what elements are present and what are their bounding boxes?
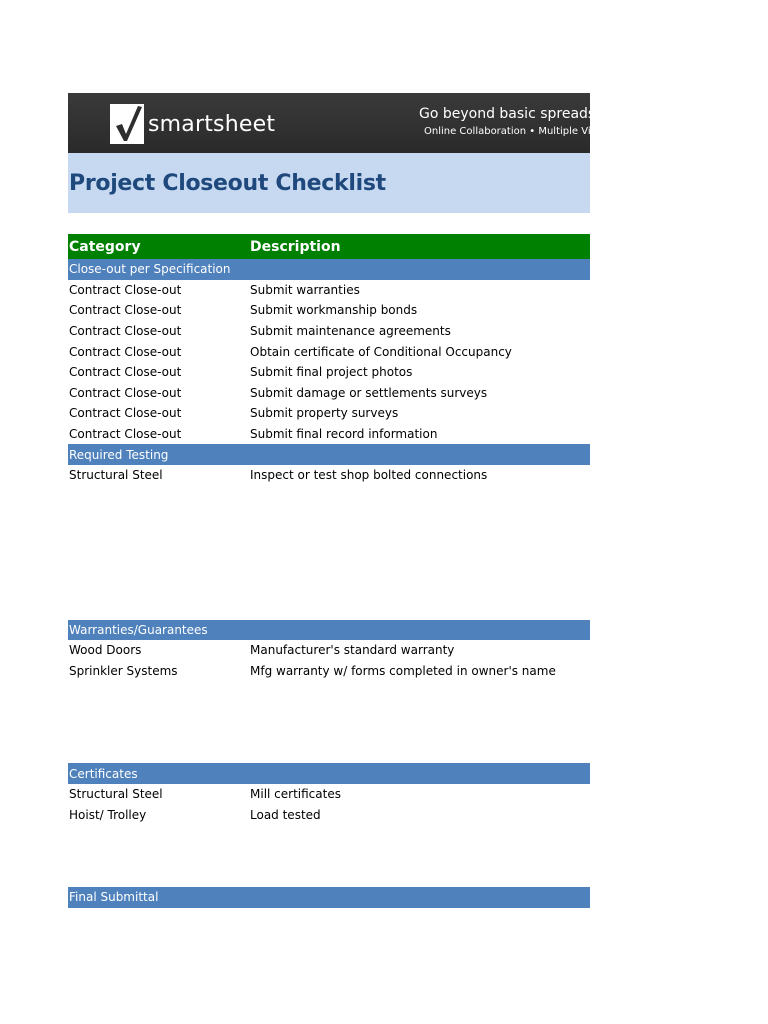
category-cell: Contract Close-out [69, 303, 182, 318]
logo-text-bold: sheet [213, 111, 276, 137]
description-cell: Submit property surveys [250, 406, 399, 421]
description-cell: Manufacturer's standard warranty [250, 643, 455, 658]
section-row: Warranties/Guarantees [68, 620, 590, 641]
category-cell: Sprinkler Systems [69, 664, 178, 679]
spreadsheet [68, 93, 635, 908]
table-row[interactable] [68, 424, 590, 445]
section-row: Close-out per Specification [68, 259, 590, 280]
column-header-row [68, 234, 590, 259]
column-header-category: Category [69, 238, 141, 255]
title-band [68, 153, 590, 213]
table-row[interactable] [68, 300, 590, 321]
description-cell: Submit final record information [250, 427, 438, 442]
table-row[interactable] [68, 661, 590, 682]
blank-rows [68, 825, 590, 887]
table-row[interactable] [68, 403, 590, 424]
category-cell: Contract Close-out [69, 324, 182, 339]
table-row[interactable] [68, 640, 590, 661]
description-cell: Inspect or test shop bolted connections [250, 468, 488, 483]
category-cell: Structural Steel [69, 468, 163, 483]
description-cell: Mill certificates [250, 787, 341, 802]
description-cell: Submit final project photos [250, 365, 413, 380]
table-row[interactable] [68, 321, 590, 342]
banner-tagline [419, 106, 634, 139]
category-cell: Contract Close-out [69, 365, 182, 380]
table-row[interactable] [68, 465, 590, 486]
table-row[interactable] [68, 383, 590, 404]
description-cell: Submit warranties [250, 282, 360, 297]
category-cell: Contract Close-out [69, 427, 182, 442]
description-cell: Submit maintenance agreements [250, 324, 451, 339]
table-row[interactable] [68, 805, 590, 826]
description-cell: Obtain certificate of Conditional Occupancy [250, 344, 512, 359]
description-cell: Mfg warranty w/ forms completed in owner's name [250, 664, 556, 679]
page-title: Project Closeout Checklist [69, 170, 386, 196]
blank-row [68, 213, 590, 234]
blank-rows [68, 486, 590, 620]
table-row[interactable] [68, 341, 590, 362]
description-cell: Submit workmanship bonds [250, 303, 418, 318]
tagline-line1: Go beyond basic spreadsheets [419, 106, 635, 122]
logo-text [148, 112, 275, 137]
section-row: Required Testing [68, 444, 590, 465]
smartsheet-banner[interactable] [68, 93, 635, 153]
description-cell: Load tested [250, 807, 321, 822]
smartsheet-logo [110, 104, 275, 144]
category-cell: Contract Close-out [69, 344, 182, 359]
category-cell: Hoist/ Trolley [69, 807, 147, 822]
table-row[interactable] [68, 280, 590, 301]
blank-rows [68, 681, 590, 763]
description-cell: Submit damage or settlements surveys [250, 385, 488, 400]
category-cell: Structural Steel [69, 787, 163, 802]
category-cell: Contract Close-out [69, 282, 182, 297]
table-row[interactable] [68, 362, 590, 383]
category-cell: Contract Close-out [69, 406, 182, 421]
tagline-line2: Online Collaboration • Multiple Views [424, 126, 611, 137]
column-header-description: Description [250, 238, 341, 255]
section-row: Final Submittal [68, 887, 590, 908]
logo-text-light: smart [148, 111, 214, 137]
category-cell: Contract Close-out [69, 385, 182, 400]
table-row[interactable] [68, 784, 590, 805]
category-cell: Wood Doors [69, 643, 142, 658]
section-row: Certificates [68, 763, 590, 784]
checkmark-icon [110, 104, 144, 144]
